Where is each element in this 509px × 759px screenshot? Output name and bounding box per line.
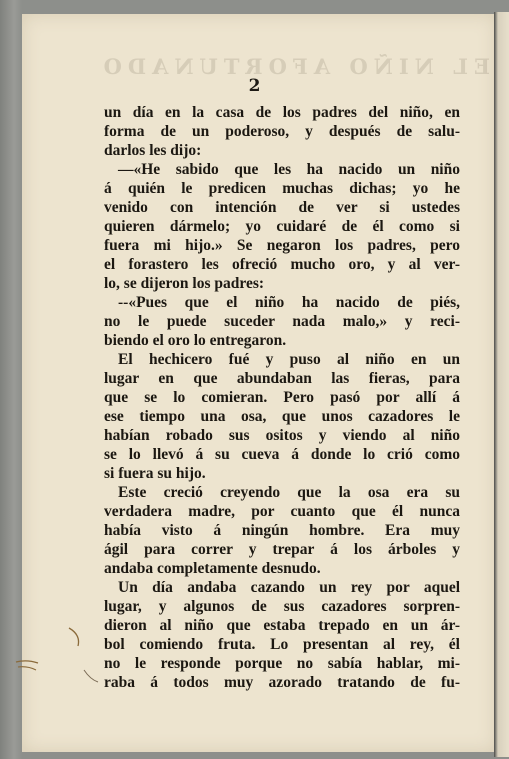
text-line: no le puede suceder nada malo,» y reci- xyxy=(104,313,460,330)
text-line: á quién le predicen muchas dichas; yo he xyxy=(104,180,460,197)
text-line: darlos les dijo: xyxy=(104,142,202,159)
text-line: raba á todos muy azorado tratando de fu- xyxy=(104,674,460,691)
text-line: forma de un poderoso, y después de salu- xyxy=(104,123,460,140)
text-line: El hechicero fué y puso al niño en un xyxy=(118,351,460,368)
text-line: se lo llevó á su cueva á donde lo crió como xyxy=(104,446,460,463)
text-line: dieron al niño que estaba trepado en un ár- xyxy=(104,617,460,634)
text-line: verdadera madre, por cuanto que él nunca xyxy=(104,503,460,520)
show-through-text: EL NIÑO AFORTUNADO xyxy=(97,54,490,79)
text-line: que se lo comieran. Pero pasó por allí á xyxy=(104,389,460,406)
text-line: lo, se dijeron los padres: xyxy=(104,275,265,292)
text-line: venido con intención de ver si ustedes xyxy=(104,199,460,216)
text-line: lugar en que abundaban las fieras, para xyxy=(104,370,460,387)
pencil-marks xyxy=(14,620,104,690)
adjacent-page-edge xyxy=(494,12,509,757)
text-line: ágil para correr y trepar á los árboles y xyxy=(104,541,460,558)
text-line: no le responde porque no sabía hablar, mi- xyxy=(104,655,460,672)
body-text xyxy=(104,103,460,692)
text-line: biendo el oro lo entregaron. xyxy=(104,332,287,349)
text-line: habían robado sus ositos y viendo al niño xyxy=(104,427,460,444)
text-line: había visto á ningún hombre. Era muy xyxy=(104,522,460,539)
text-line: andaba completamente desnudo. xyxy=(104,560,321,577)
text-line: el forastero les ofreció mucho oro, y al ver- xyxy=(104,256,460,273)
text-line: si fuera su hijo. xyxy=(104,465,206,482)
text-line: Este creció creyendo que la osa era su xyxy=(118,484,460,501)
text-line: quieren dármelo; yo cuidaré de él como si xyxy=(104,218,460,235)
text-line: --«Pues que el niño ha nacido de piés, xyxy=(118,294,460,311)
text-line: un día en la casa de los padres del niño, en xyxy=(104,104,460,121)
text-line: —«He sabido que les ha nacido un niño xyxy=(118,161,460,178)
text-line: Un día andaba cazando un rey por aquel xyxy=(118,579,460,596)
text-line: fuera mi hijo.» Se negaron los padres, pero xyxy=(104,237,460,254)
text-line: bol comiendo fruta. Lo presentan al rey, él xyxy=(104,636,460,653)
page-number: 2 xyxy=(248,76,261,96)
text-line: ese tiempo una osa, que unos cazadores le xyxy=(104,408,460,425)
text-line: lugar, y algunos de sus cazadores sorpren- xyxy=(104,598,460,615)
